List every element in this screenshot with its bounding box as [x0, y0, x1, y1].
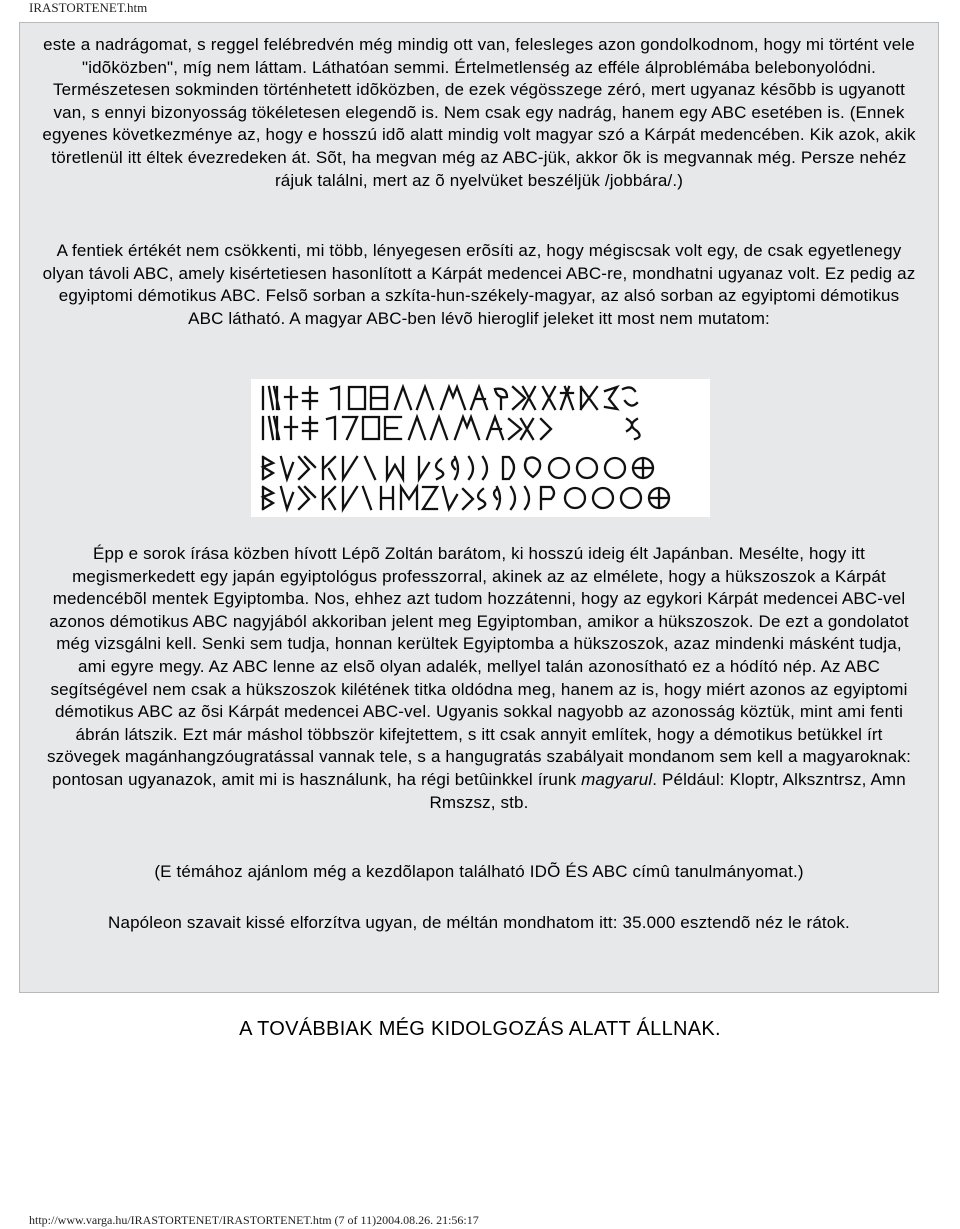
paragraph-napoleon-quote: Napóleon szavait kissé elforzítva ugyan, de méltán mondhatom itt: 35.000 esztendõ néz le rátok.	[108, 913, 850, 932]
script-comparison-image	[251, 379, 710, 517]
paragraph-recommendation: (E témához ajánlom még a kezdõlapon található IDÕ ÉS ABC címû tanulmányomat.)	[154, 862, 804, 881]
paragraph-demotic-abc: A fentiek értékét nem csökkenti, mi több, lényegesen erõsíti az, hogy mégiscsak volt egy, de csak egyetlenegy olyan távoli ABC, amely kisértetiesen hasonlított a Kárpát medencei ABC-re, mondhatni ugyanaz volt. Ez pedig az egyiptomi démotikus ABC. Felsõ sorban a szkíta-hun-székely-magyar, az alsó sorban az egyiptomi démotikus ABC látható. A magyar ABC-ben lévõ hieroglif jeleket itt most nem mutatom:	[42, 241, 916, 328]
paragraph-trousers: este a nadrágomat, s reggel felébredvén még mindig ott van, felesleges azon gondolkodnom, hogy mi történt vele "idõközben", míg nem láttam. Láthatóan semmi. Értelmetlenség az efféle álproblémába belebonyolódni. Természetesen sokminden történhetett idõközben, de ezek végösszege zéró, mert ugyanaz késõbb is ugyanott van, s ennyi bizonyosság tökéletesen elegendõ is. Nem csak egy nadrág, hanem egy ABC esetében is. (Ennek egyenes következménye az, hogy e hosszú idõ alatt mindig volt magyar szó a Kárpát medencében. Kik azok, akik töretlenül itt éltek évezredeken át. Sõt, ha megvan még az ABC-jük, akkor õk is megvannak még. Persze nehéz rájuk találni, mert az õ nyelvüket beszéljük /jobbára/.)	[42, 35, 916, 190]
italic-word-magyarul: magyarul	[581, 769, 653, 789]
page-footer-url: http://www.varga.hu/IRASTORTENET/IRASTORTENET.htm (7 of 11)2004.08.26. 21:56:17	[29, 1213, 479, 1227]
paragraph-hyksos-ending: . Például: Kloptr, Alkszntrsz, Amn Rmszsz, stb.	[429, 769, 906, 812]
content-frame	[19, 22, 939, 993]
paragraph-hyksos-text: Épp e sorok írása közben hívott Lépõ Zoltán barátom, ki hosszú ideig élt Japánban. Mesélte, hogy itt megismerkedett egy japán egyiptológus professzorral, akinek az az elmélete, hogy a hükszoszok a Kárpát medencébõl mentek Egyiptomba. Nos, ehhez azt tudom hozzátenni, hogy az egykori Kárpát medencei ABC-vel azonos démotikus ABC nagyjából akkoriban jelent meg Egyiptomban, amikor a hükszoszok. De ezt a gondolatot még vizsgálni kell. Senki sem tudja, honnan kerültek Egyiptomba a hükszoszok, azaz mindenki másként tudja, ami egyre megy. Az ABC lenne az elsõ olyan adalék, mellyel talán azonosítható ez a hódító nép. Az ABC segítségével nem csak a hükszoszok kilétének titka oldódna meg, hanem az is, hogy miért azonos az egyiptomi démotikus ABC az õsi Kárpát medencei ABC-vel. Ugyanis sokkal nagyobb az azonosság köztük, mint ami fenti ábrán látszik. Ezt már máshol többször kifejtettem, s itt csak annyit említek, hogy a démotikus betükkel írt szövegek magánhangzóugratással vannak tele, s a hangugratás szabályait mondanom sem kell a magyaroknak: pontosan ugyanazok, amit mi is használunk, ha régi betûinkkel írunk	[46, 544, 912, 789]
scythian-demotic-alphabet-figure	[251, 379, 710, 517]
paragraph-hyksos	[42, 543, 916, 814]
document-filename: IRASTORTENET.htm	[29, 0, 148, 15]
closing-notice: A TOVÁBBIAK MÉG KIDOLGOZÁS ALATT ÁLLNAK.	[239, 1018, 721, 1040]
